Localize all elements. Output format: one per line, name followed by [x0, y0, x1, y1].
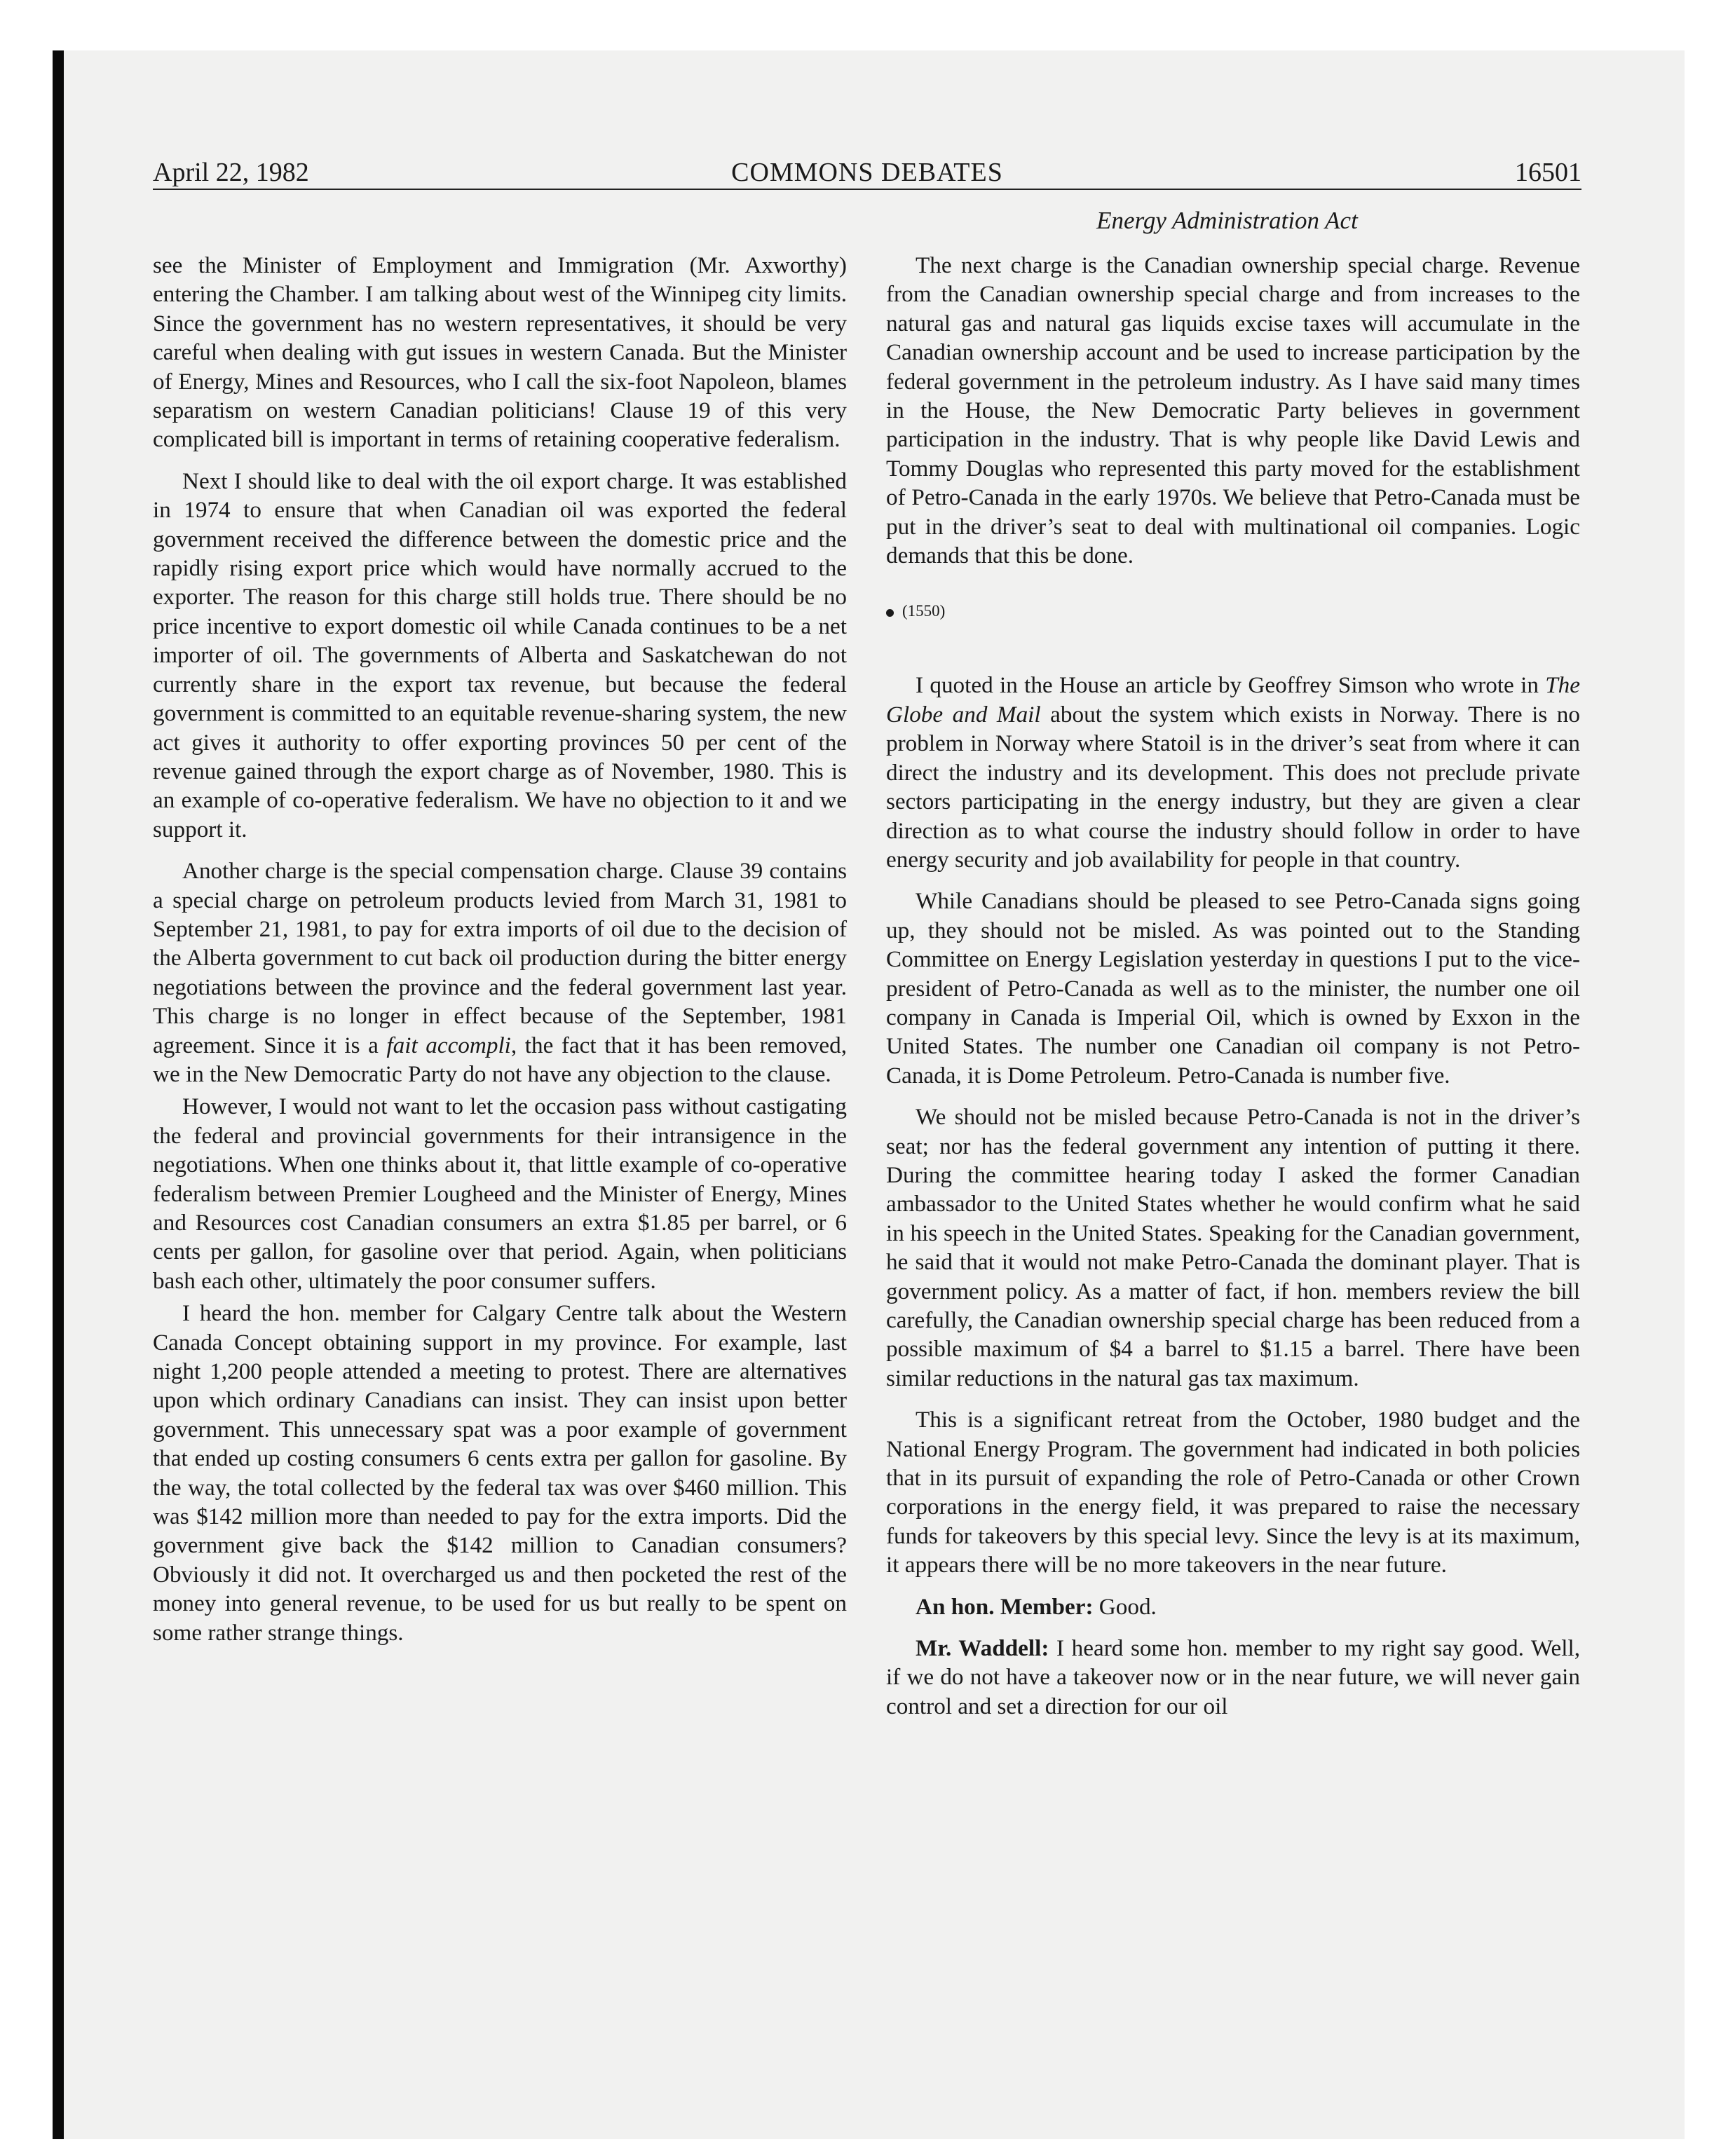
bullet-dot-icon: [886, 609, 894, 617]
paragraph: see the Minister of Employment and Immigration (Mr. Axworthy) entering the Chamber. I am talking about west of the Winnipeg city limits. Since the government has no western representatives, it should be very careful when dealing with gut issues in western Canada. But the Minister of Energy, Mines and Resources, who I call the six-foot Napoleon, blames separatism on western Canadian politicians! Clause 19 of this very complicated bill is important in terms of retaining cooperative federalism.: [153, 252, 847, 453]
italic-publication: The Globe and Mail: [886, 672, 1580, 728]
header-page-number: 16501: [1515, 158, 1581, 187]
speaker-name: Mr. Waddell:: [916, 1635, 1049, 1662]
right-column: [886, 251, 1580, 1733]
header-publication: COMMONS DEBATES: [731, 158, 1003, 187]
speaker-name: An hon. Member:: [916, 1593, 1094, 1620]
speech-text: Good.: [1093, 1593, 1157, 1620]
paragraph: I heard the hon. member for Calgary Centre talk about the Western Canada Concept obtaining support in my province. For example, last night 1,200 people attended a meeting to protest. There are alternatives upon which ordinary Canadians can insist. They can insist upon better government. This unnecessary spat was a poor example of government that ended up costing consumers 6 cents extra per gallon for gasoline. By the way, the total collected by the federal tax was over $460 million. This was $142 million more than needed to pay for the extra imports. Did the government give back the $142 million to Canadian consumers? Obviously it did not. It overcharged us and then pocketed the rest of the money into general revenue, to be used for us but really to be spent on some rather strange things.: [153, 1300, 847, 1646]
interjection: [886, 1592, 1580, 1621]
left-column: [153, 251, 847, 1660]
paragraph-text: I quoted in the House an article by Geoffrey Simson who wrote in: [916, 672, 1546, 699]
paragraph: While Canadians should be pleased to see Petro-Canada signs going up, they should not be misled. As was pointed out to the Standing Committee on Energy Legislation yesterday in questions I put to the vice-president of Petro-Canada as well as to the minister, the number one oil company in Canada is Imperial Oil, which is owned by Exxon in the United States. The number one Canadian oil company is not Petro-Canada, it is Dome Petroleum. Petro-Canada is number five.: [886, 888, 1580, 1089]
paragraph: [886, 671, 1580, 874]
section-title: Energy Administration Act: [1096, 207, 1358, 234]
speech: [886, 1634, 1580, 1721]
paragraph-text: about the system which exists in Norway. There is no problem in Norway where Statoil is in the driver’s seat from where it can direct the industry and its development. This does not preclude private sectors participating in the energy industry, but they are given a clear direction as to what course the industry should follow in order to have energy security and job availability for people in that country.: [886, 701, 1580, 873]
time-marker-text: (1550): [902, 602, 946, 620]
paragraph-text: , the fact that it has been removed, we in the New Democratic Party do not have any objection to the clause.: [153, 1032, 848, 1087]
binding-edge: [53, 50, 64, 2139]
time-marker: [886, 601, 1580, 622]
running-header: [153, 156, 1581, 190]
italic-phrase: fait accompli: [386, 1032, 511, 1058]
paragraph-text: Another charge is the special compensation charge. Clause 39 contains a special charge on petroleum products levied from March 31, 1981 to September 21, 1981, to pay for extra imports of oil due to the decision of the Alberta government to cut back oil production during the bitter energy negotiations between the province and the federal government last year. This charge is no longer in effect because of the September, 1981 agreement. Since it is a: [153, 858, 847, 1058]
paragraph: [153, 857, 847, 1089]
paragraph: The next charge is the Canadian ownership special charge. Revenue from the Canadian ownership special charge and from increases to the natural gas and natural gas liquids excise taxes will accumulate in the Canadian ownership account and be used to increase participation by the federal government in the petroleum industry. As I have said many times in the House, the New Democratic Party believes in government participation in the industry. That is why people like David Lewis and Tommy Douglas who represented this party moved for the establishment of Petro-Canada in the early 1970s. We believe that Petro-Canada must be put in the driver’s seat to deal with multinational oil companies. Logic demands that this be done.: [886, 252, 1580, 569]
speech-text: I heard some hon. member to my right say good. Well, if we do not have a takeover now or in the near future, we will never gain control and set a direction for our oil: [886, 1635, 1581, 1719]
paragraph: Next I should like to deal with the oil export charge. It was established in 1974 to ensure that when Canadian oil was exported the federal government received the difference between the domestic price and the rapidly rising export price which would have normally accrued to the exporter. The reason for this charge still holds true. There should be no price incentive to export domestic oil while Canada continues to be a net importer of oil. The governments of Alberta and Saskatchewan do not currently share in the export tax revenue, but because the federal government is committed to an equitable revenue-sharing system, the new act gives it authority to offer exporting provinces 50 per cent of the revenue gained through the export charge as of November, 1980. This is an example of co-operative federalism. We have no objection to it and we support it.: [153, 468, 847, 842]
paragraph: We should not be misled because Petro-Canada is not in the driver’s seat; nor has the federal government any intention of putting it there. During the committee hearing today I asked the former Canadian ambassador to the United States whether he would confirm what he said in his speech in the United States. Speaking for the Canadian government, he said that it would not make Petro-Canada the dominant player. That is government policy. As a matter of fact, if hon. members review the bill carefully, the Canadian ownership special charge has been reduced from a possible maximum of $4 a barrel to $1.15 a barrel. There have been similar reductions in the natural gas tax maximum.: [886, 1104, 1580, 1391]
paragraph: This is a significant retreat from the October, 1980 budget and the National Energy Program. The government had indicated in both policies that in its pursuit of expanding the role of Petro-Canada or other Crown corporations in the energy field, it was prepared to raise the necessary funds for takeovers by this special levy. Since the levy is at its maximum, it appears there will be no more takeovers in the near future.: [886, 1407, 1580, 1578]
header-date: April 22, 1982: [153, 158, 309, 187]
paragraph: However, I would not want to let the occasion pass without castigating the federal and provincial governments for their intransigence in the negotiations. When one thinks about it, that little example of co-operative federalism between Premier Lougheed and the Minister of Energy, Mines and Resources cost Canadian consumers an extra $1.85 per barrel, or 6 cents per gallon, for gasoline over that period. Again, when politicians bash each other, ultimately the poor consumer suffers.: [153, 1093, 847, 1294]
